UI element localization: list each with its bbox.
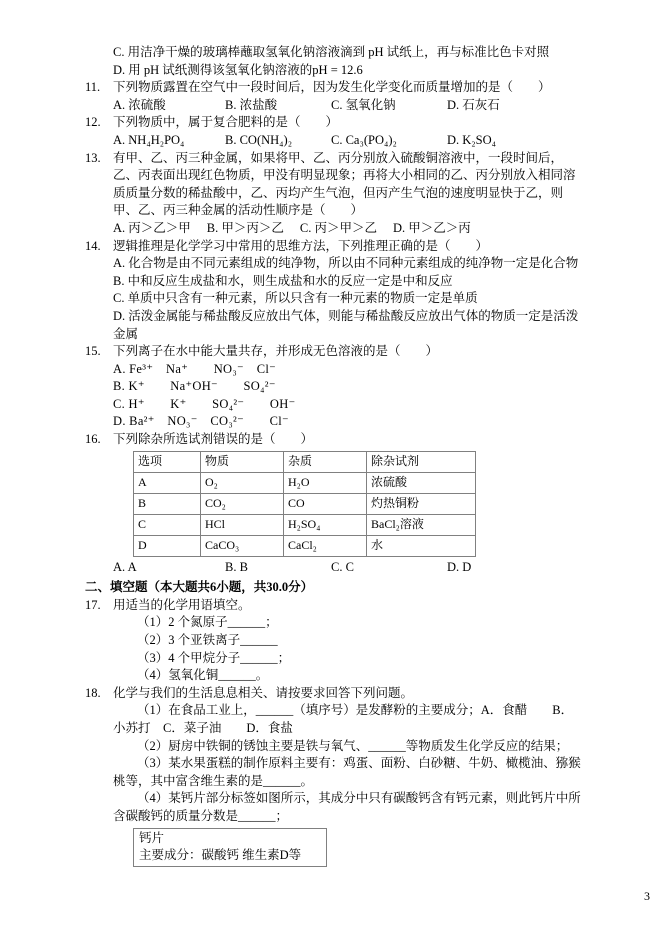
question-12 bbox=[85, 114, 585, 149]
question-number: 18. bbox=[85, 685, 101, 700]
option-d: D. 活泼金属能与稀盐酸反应放出气体，则能与稀盐酸反应放出气体的物质一定是活泼金属 bbox=[113, 308, 579, 341]
question-16 bbox=[85, 431, 585, 576]
table-row bbox=[134, 535, 476, 556]
option-b: B. 中和反应生成盐和水，则生成盐和水的反应一定是中和反应 bbox=[113, 273, 453, 288]
cell: CO bbox=[284, 493, 367, 514]
q17-item-4: （4）氢氧化铜______。 bbox=[137, 668, 269, 683]
question-17 bbox=[85, 597, 585, 685]
col-header: 杂质 bbox=[284, 451, 367, 472]
option-d: D. D bbox=[447, 559, 472, 574]
q18-item-4: （4）某钙片部分标签如图所示，其成分中只有碳酸钙含有钙元素，则此钙片中所含碳酸钙的质量分数是______； bbox=[113, 791, 581, 823]
q17-item-3: （3）4 个甲烷分子______； bbox=[137, 650, 291, 665]
cell: D bbox=[134, 535, 201, 556]
table-row bbox=[134, 493, 476, 514]
question-15 bbox=[85, 343, 585, 431]
option-a: A. NH₄H₂PO₄ bbox=[113, 132, 185, 147]
question-stem: 化学与我们的生活息息相关、请按要求回答下列问题。 bbox=[113, 685, 414, 700]
option-b: B. 浓盐酸 bbox=[225, 97, 278, 112]
q18-item-2: （2）厨房中铁铜的锈蚀主要是铁与氧气、______等物质发生化学反应的结果； bbox=[137, 738, 569, 753]
label-title: 钙片 bbox=[139, 830, 165, 845]
q10-option-d: D. 用 pH 试纸测得该氢氧化钠溶液的pH = 12.6 bbox=[113, 62, 363, 77]
cell: CaCO₃ bbox=[201, 535, 284, 556]
q18-item-3: （3）某水果蛋糕的制作原料主要有：鸡蛋、面粉、白砂糖、牛奶、橄榄油、猕猴桃等，其中富含维生素的是______。 bbox=[113, 756, 581, 788]
cell: C bbox=[134, 514, 201, 535]
cell: H₂O bbox=[284, 472, 367, 493]
q10-option-c: C. 用洁净干燥的玻璃棒蘸取氢氧化钠溶液滴到 pH 试纸上，再与标准比色卡对照 bbox=[113, 45, 550, 59]
option-d: D. 石灰石 bbox=[447, 97, 500, 112]
cell: H₂SO₄ bbox=[284, 514, 367, 535]
question-stem: 下列物质露置在空气中一段时间后，因为发生化学变化而质量增加的是（ ） bbox=[113, 80, 551, 95]
question-stem: 用适当的化学用语填空。 bbox=[113, 597, 251, 612]
q13-options bbox=[113, 220, 581, 238]
purification-table bbox=[133, 451, 476, 557]
cell: 水 bbox=[367, 535, 476, 556]
table-row bbox=[134, 514, 476, 535]
page-number: 3 bbox=[644, 889, 650, 903]
question-13 bbox=[85, 150, 585, 238]
col-header: 除杂试剂 bbox=[367, 451, 476, 472]
option-b: B. B bbox=[225, 559, 248, 574]
question-number: 14. bbox=[85, 238, 101, 253]
option-b: B. CO(NH₄)₂ bbox=[225, 132, 293, 147]
table-row bbox=[134, 472, 476, 493]
q12-options bbox=[113, 132, 581, 150]
question-stem: 下列离子在水中能大量共存，并形成无色溶液的是（ ） bbox=[113, 344, 439, 359]
option-a: A. 化合物是由不同元素组成的纯净物，所以由不同种元素组成的纯净物一定是化合物 bbox=[113, 256, 579, 271]
q17-item-2: （2）3 个亚铁离子______ bbox=[137, 633, 278, 648]
option-b: B. K⁺ Na⁺OH⁻ SO₄²⁻ bbox=[113, 379, 276, 394]
col-header: 选项 bbox=[134, 451, 201, 472]
option-a: A. Fe³⁺ Na⁺ NO₃⁻ Cl⁻ bbox=[113, 361, 277, 376]
col-header: 物质 bbox=[201, 451, 284, 472]
question-18 bbox=[85, 685, 585, 867]
cell: HCl bbox=[201, 514, 284, 535]
question-number: 17. bbox=[85, 597, 101, 612]
option-d: D. K₂SO₄ bbox=[447, 132, 496, 147]
option-b: B. 甲＞丙＞乙 bbox=[206, 220, 284, 235]
option-d: D. Ba²⁺ NO₃⁻ CO₃²⁻ Cl⁻ bbox=[113, 414, 289, 429]
question-stem: 有甲、乙、丙三种金属，如果将甲、乙、丙分别放入硫酸铜溶液中，一段时间后，乙、丙表面出现红色物质，甲没有明显现象；再将大小相同的乙、丙分别放入相同溶质质量分数的稀盐酸中，乙、丙均产生气泡，但丙产生气泡的速度明显快于乙，则甲、乙、丙三种金属的活动性顺序是（ ） bbox=[113, 150, 576, 218]
cell: 灼热铜粉 bbox=[367, 493, 476, 514]
exam-content bbox=[85, 44, 585, 867]
cell: BaCl₂溶液 bbox=[367, 514, 476, 535]
option-c: C. H⁺ K⁺ SO₄²⁻ OH⁻ bbox=[113, 396, 296, 411]
q16-options bbox=[113, 559, 581, 577]
q18-item-1: （1）在食品工业上，______（填序号）是发酵粉的主要成分；A．食醋 B．小苏打 C．菜子油 D．食盐 bbox=[113, 703, 574, 735]
cell: 浓硫酸 bbox=[367, 472, 476, 493]
cell: CaCl₂ bbox=[284, 535, 367, 556]
cell: B bbox=[134, 493, 201, 514]
section-title: 二、填空题（本大题共6小题，共30.0分） bbox=[85, 580, 314, 595]
question-number: 11. bbox=[85, 80, 101, 95]
option-a: A. A bbox=[113, 559, 137, 574]
question-11 bbox=[85, 79, 585, 114]
question-number: 12. bbox=[85, 115, 101, 130]
q17-item-1: （1）2 个氮原子______； bbox=[137, 615, 278, 630]
option-c: C. C bbox=[331, 559, 354, 574]
question-14 bbox=[85, 238, 585, 344]
cell: A bbox=[134, 472, 201, 493]
question-stem: 下列物质中，属于复合肥料的是（ ） bbox=[113, 115, 339, 130]
cell: CO₂ bbox=[201, 493, 284, 514]
option-a: A. 丙＞乙＞甲 bbox=[113, 220, 191, 235]
question-number: 15. bbox=[85, 344, 101, 359]
calcium-tablet-label bbox=[133, 828, 327, 867]
cell: O₂ bbox=[201, 472, 284, 493]
label-ingredients: 主要成分：碳酸钙 维生素D等 bbox=[139, 848, 302, 863]
table-header-row bbox=[134, 451, 476, 472]
question-stem: 逻辑推理是化学学习中常用的思维方法，下列推理正确的是（ ） bbox=[113, 238, 489, 253]
option-c: C. 丙＞甲＞乙 bbox=[299, 220, 377, 235]
option-d: D. 甲＞乙＞丙 bbox=[392, 220, 471, 235]
question-number: 13. bbox=[85, 150, 101, 165]
option-c: C. 单质中只含有一种元素，所以只含有一种元素的物质一定是单质 bbox=[113, 291, 478, 306]
option-a: A. 浓硫酸 bbox=[113, 97, 166, 112]
option-c: C. 氢氧化钠 bbox=[331, 97, 396, 112]
question-number: 16. bbox=[85, 432, 101, 447]
question-stem: 下列除杂所选试剂错误的是（ ） bbox=[113, 432, 314, 447]
q11-options bbox=[113, 97, 581, 115]
option-c: C. Ca₃(PO₄)₂ bbox=[331, 132, 397, 147]
